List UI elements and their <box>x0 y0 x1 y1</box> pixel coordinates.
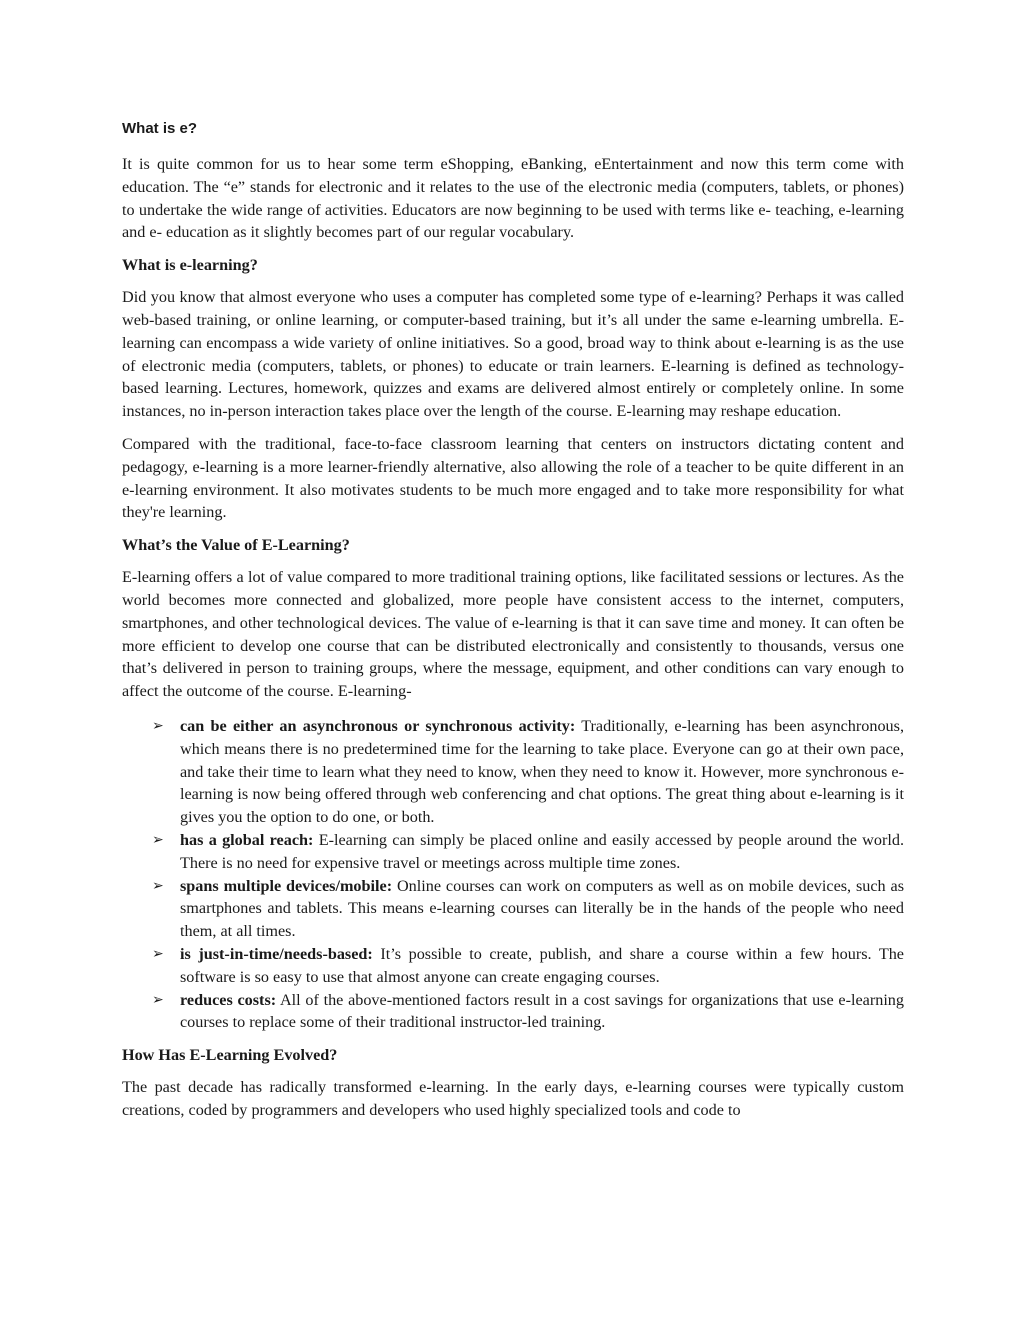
value-bullet-list <box>122 715 904 1034</box>
paragraph-elearning-1: Did you know that almost everyone who uses a computer has completed some type of e-learning? Perhaps it was called web-based training, or online learning, or computer-based training, but it’s all under the same e-learning umbrella. E-learning can encompass a wide variety of online initiatives. So a good, broad way to think about e-learning is as the use of electronic media (computers, tablets, or phones) to educate or train learners. E-learning is defined as technology-based learning. Lectures, homework, quizzes and exams are delivered almost entirely or completely online. In some instances, no in-person interaction takes place over the length of the course. E-learning may reshape education. <box>122 288 904 421</box>
paragraph-evolved: The past decade has radically transformed e-learning. In the early days, e-learning courses were typically custom creations, coded by programmers and developers who used highly specialized tools and code to <box>122 1078 904 1119</box>
bullet-text: It’s possible to create, publish, and share a course within a few hours. The software is so easy to use that almost anyone can create engaging courses. <box>180 944 904 986</box>
bullet-lead: can be either an asynchronous or synchronous activity: <box>180 716 576 735</box>
bullet-lead: has a global reach: <box>180 830 314 849</box>
heading-how-evolved: How Has E-Learning Evolved? <box>122 1046 338 1065</box>
bullet-text: Traditionally, e-learning has been asynchronous, which means there is no predetermined time for the learning to take place. Everyone can go at their own pace, and take their time to learn what they need to know, when they need to know it. However, more synchronous e-learning is now being offered through web conferencing and chat options. The great thing about e-learning is it gives you the option to do one, or both. <box>180 716 904 827</box>
bullet-text: Online courses can work on computers as well as on mobile devices, such as smartphones and tablets. This means e-learning courses can literally be in the hands of the people who need them, at all times. <box>180 876 904 941</box>
paragraph-elearning-2: Compared with the traditional, face-to-face classroom learning that centers on instructors dictating content and pedagogy, e-learning is a more learner-friendly alternative, also allowing the role of a teacher to be quite different in an e-learning environment. It also motivates students to be much more engaged and to take more responsibility for what they're learning. <box>122 434 904 522</box>
arrow-bullet-icon: ➢ <box>152 991 164 1008</box>
arrow-bullet-icon: ➢ <box>152 831 164 848</box>
paragraph-value: E-learning offers a lot of value compared to more traditional training options, like facilitated sessions or lectures. As the world becomes more connected and globalized, more people have consistent access to the internet, computers, smartphones, and other technological devices. The value of e-learning is that it can save time and money. It can often be more efficient to develop one course that can be distributed electronically and consistently to thousands, versus one that’s delivered in person to training groups, where the message, equipment, and other conditions can vary enough to affect the outcome of the course. E-learning- <box>122 568 904 701</box>
list-item <box>152 989 904 1035</box>
arrow-bullet-icon: ➢ <box>152 717 164 734</box>
bullet-text: E-learning can simply be placed online and easily accessed by people around the world. There is no need for expensive travel or meetings across multiple time zones. <box>180 830 904 872</box>
bullet-lead: reduces costs: <box>180 990 277 1009</box>
list-item <box>152 829 904 875</box>
bullet-lead: spans multiple devices/mobile: <box>180 876 393 895</box>
bullet-text: All of the above-mentioned factors result in a cost savings for organizations that use e-learning courses to replace some of their traditional instructor-led training. <box>180 990 904 1032</box>
arrow-bullet-icon: ➢ <box>152 945 164 962</box>
heading-value-of-elearning: What’s the Value of E-Learning? <box>122 536 350 555</box>
bullet-lead: is just-in-time/needs-based: <box>180 944 373 963</box>
list-item <box>152 943 904 989</box>
list-item <box>152 715 904 829</box>
heading-what-is-e: What is e? <box>122 120 198 137</box>
arrow-bullet-icon: ➢ <box>152 877 164 894</box>
list-item <box>152 875 904 943</box>
heading-what-is-elearning: What is e-learning? <box>122 256 258 275</box>
paragraph-what-is-e: It is quite common for us to hear some term eShopping, eBanking, eEntertainment and now this term come with education. The “e” stands for electronic and it relates to the use of the electronic media (computers, tablets, or phones) to undertake the wide range of activities. Educators are now beginning to be used with terms like e- teaching, e-learning and e- education as it slightly becomes part of our regular vocabulary. <box>122 155 904 242</box>
